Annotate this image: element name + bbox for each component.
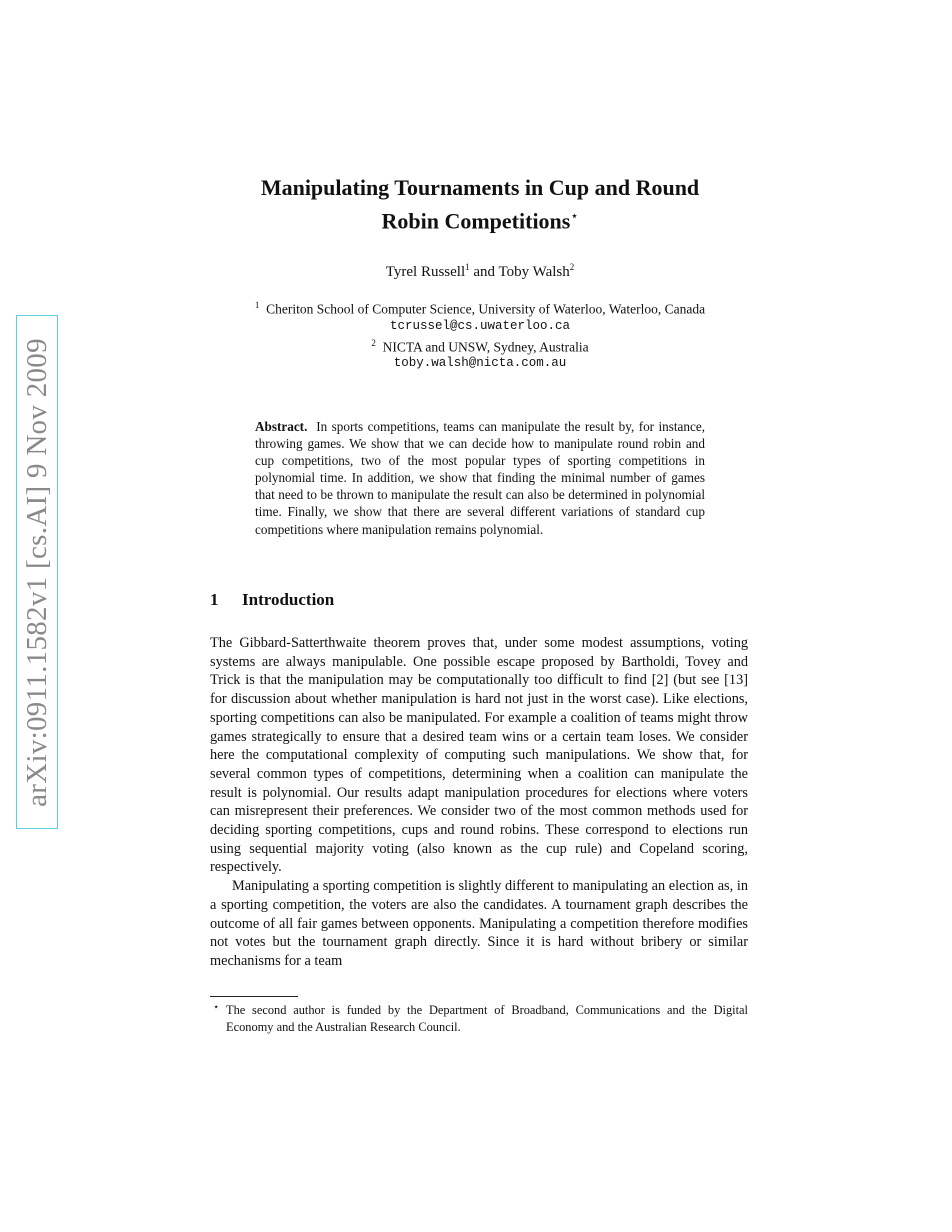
author-list bbox=[180, 262, 780, 281]
arxiv-identifier: arXiv:0911.1582v1 [cs.AI] 9 Nov 2009 bbox=[20, 337, 53, 807]
affiliation-1-email: tcrussel@cs.uwaterloo.ca bbox=[389, 318, 571, 333]
paragraph-1: The Gibbard-Satterthwaite theorem proves that, under some modest assumptions, voting systems are always manipulable. One possible escape proposed by Bartholdi, Tovey and Trick is that the manipulation may be computationally too difficult to find [2] (but see [13] for discussion about whether manipulation is hard not just in the worst case). Like elections, sporting competitions can also be manipulated. For example a coalition of teams might throw games strategically to ensure that a desired team wins or a certain team loses. We consider here the computational complexity of computing such manipulations. We show that, for several common types of competitions, determining when a coalition can manipulate the result is polynomial. Our results adapt manipulation procedures for elections where voters can misrepresent their preferences. We consider two of the most common methods used for deciding sporting competitions, cups and round robins. These correspond to elections run using sequential majority voting (also known as the cup rule) and Copeland scoring, respectively. bbox=[210, 635, 748, 876]
affiliation-1 bbox=[180, 297, 780, 318]
affiliation-2-email: toby.walsh@nicta.com.au bbox=[393, 356, 567, 370]
affiliation-2 bbox=[180, 335, 780, 356]
paragraph-2: Manipulating a sporting competition is slightly different to manipulating an election as, in a sporting competition, the voters are also the candidates. A tournament graph describes the outcome of all fair games between opponents. Manipulating a competition therefore modifies not votes but the tournament graph directly. Since it is hard without bribery or similar mechanisms for a team bbox=[210, 878, 748, 969]
title-footnote-mark: ⋆ bbox=[570, 208, 579, 223]
author-1: Tyrel Russell bbox=[385, 264, 466, 280]
footnote-rule bbox=[210, 996, 298, 997]
abstract-label: Abstract. bbox=[255, 419, 308, 434]
abstract bbox=[255, 418, 705, 538]
affiliation-1-text: Cheriton School of Computer Science, University of Waterloo, Waterloo, Canada bbox=[266, 301, 706, 317]
section-title: Introduction bbox=[242, 590, 335, 609]
footnote bbox=[210, 1002, 748, 1035]
author-1-affil: 1 bbox=[465, 262, 470, 272]
title-line-2: Robin Competitions bbox=[381, 208, 571, 234]
body-text bbox=[210, 634, 748, 971]
affiliation-2-text: NICTA and UNSW, Sydney, Australia bbox=[382, 339, 589, 354]
footnote-mark: ⋆ bbox=[213, 1002, 220, 1013]
arxiv-side-stamp bbox=[16, 315, 58, 829]
section-heading bbox=[210, 590, 334, 610]
paper-title bbox=[180, 174, 780, 235]
affiliation-2-number: 2 bbox=[371, 337, 376, 348]
title-line-1: Manipulating Tournaments in Cup and Round bbox=[260, 175, 700, 200]
author-2-affil: 2 bbox=[569, 262, 575, 272]
footnote-text: The second author is funded by the Department of Broadband, Communications and the Digital Economy and the Australian Research Council. bbox=[226, 1003, 748, 1034]
abstract-text: In sports competitions, teams can manipulate the result by, for instance, throwing games. We show that we can decide how to manipulate round robin and cup competitions, two of the most popular types of sporting competitions in polynomial time. In addition, we show that finding the minimal number of games that need to be thrown to manipulate the result can also be determined in polynomial time. Finally, we show that there are several different variations of standard cup competitions where manipulation remains polynomial. bbox=[255, 419, 706, 537]
section-number: 1 bbox=[210, 590, 219, 609]
author-separator: and bbox=[469, 264, 499, 280]
affiliation-1-number: 1 bbox=[254, 300, 260, 310]
author-2: Toby Walsh bbox=[498, 264, 570, 280]
affiliations bbox=[180, 297, 780, 372]
